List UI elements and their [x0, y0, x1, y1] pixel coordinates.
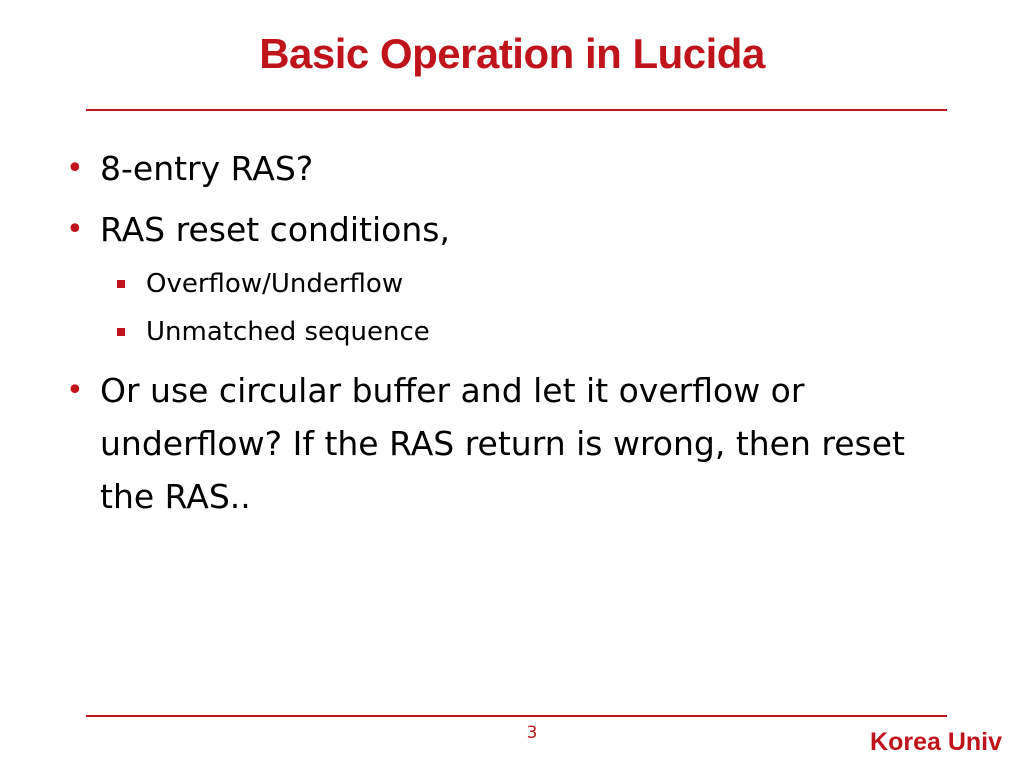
sub-bullet-item: [60, 264, 960, 304]
square-bullet-icon: [117, 280, 125, 288]
slide-body: [60, 142, 960, 523]
sub-bullet-text: Unmatched sequence: [146, 317, 430, 347]
bullet-item: [60, 203, 960, 256]
footer-divider: [86, 715, 947, 717]
bullet-text: Or use circular buffer and let it overflow or underflow? If the RAS return is wrong, then reset the RAS..: [100, 371, 905, 516]
square-bullet-icon: [117, 328, 125, 336]
footer-label: Korea Univ: [870, 728, 1002, 756]
sub-bullet-item: [60, 312, 960, 352]
title-divider: [86, 109, 947, 111]
bullet-item: [60, 142, 960, 195]
sub-bullet-text: Overflow/Underflow: [146, 269, 404, 299]
slide-title: Basic Operation in Lucida: [259, 30, 765, 77]
bullet-item: [60, 364, 960, 523]
bullet-text: RAS reset conditions,: [100, 210, 450, 249]
bullet-dot-icon: •: [66, 373, 84, 408]
bullet-dot-icon: •: [66, 151, 84, 186]
bullet-dot-icon: •: [66, 212, 84, 247]
bullet-text: 8-entry RAS?: [100, 149, 314, 188]
page-number: 3: [526, 723, 538, 743]
